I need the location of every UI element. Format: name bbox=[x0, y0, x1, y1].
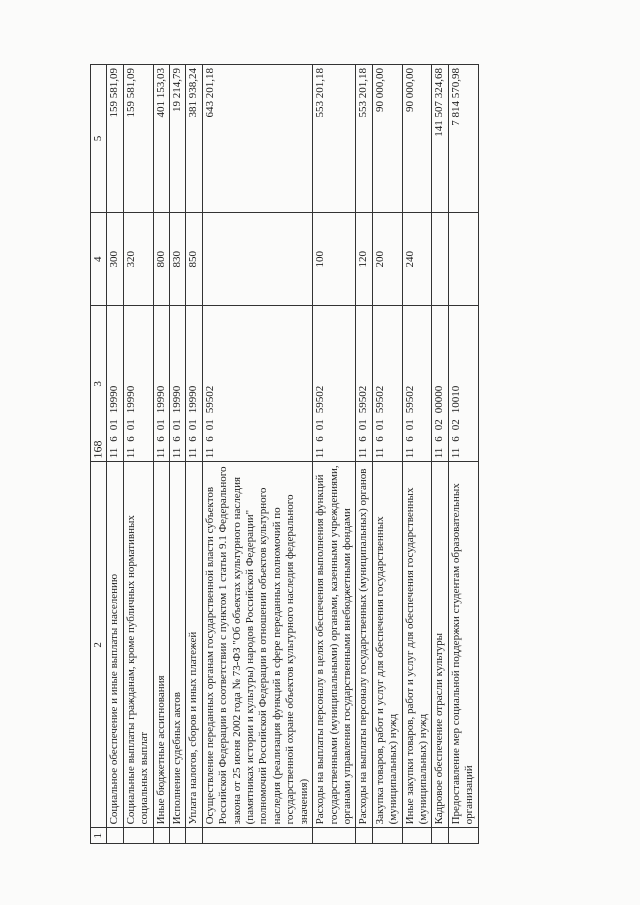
expense-type-cell: 240 bbox=[402, 213, 432, 306]
code-part: 19990 bbox=[171, 385, 184, 414]
amount-cell: 159 581,09 bbox=[123, 65, 153, 213]
code-part: 02 bbox=[433, 419, 446, 431]
row-number-cell bbox=[153, 828, 169, 844]
code-part: 19990 bbox=[187, 385, 200, 414]
code-part: 01 bbox=[108, 419, 121, 431]
code-cell bbox=[107, 306, 123, 462]
row-number-cell bbox=[432, 828, 448, 844]
code-part: 01 bbox=[357, 419, 370, 431]
header-cell-2: 2 bbox=[91, 462, 107, 828]
table-row bbox=[202, 65, 312, 844]
expense-type-cell: 300 bbox=[107, 213, 123, 306]
row-number-cell bbox=[402, 828, 432, 844]
code-part: 19990 bbox=[154, 385, 167, 414]
amount-cell: 381 938,24 bbox=[186, 65, 202, 213]
code-part: 6 bbox=[154, 436, 167, 442]
code-cell bbox=[202, 306, 312, 462]
amount-cell: 159 581,09 bbox=[107, 65, 123, 213]
header-cell-1: 1 bbox=[91, 828, 107, 844]
row-name-cell: Иные бюджетные ассигнования bbox=[153, 462, 169, 828]
code-part: 11 bbox=[187, 447, 200, 459]
code-cell bbox=[402, 306, 432, 462]
code-part: 01 bbox=[314, 419, 327, 431]
code-cell bbox=[123, 306, 153, 462]
row-number-cell bbox=[107, 828, 123, 844]
table-row bbox=[432, 65, 448, 844]
expense-type-cell: 320 bbox=[123, 213, 153, 306]
code-part: 6 bbox=[449, 436, 462, 442]
code-cell bbox=[372, 306, 402, 462]
header-row bbox=[91, 65, 107, 844]
code-part: 01 bbox=[373, 419, 386, 431]
row-name-cell: Уплата налогов, сборов и иных платежей bbox=[186, 462, 202, 828]
code-part: 01 bbox=[154, 419, 167, 431]
row-name-cell: Кадровое обеспечение отрасли культуры bbox=[432, 462, 448, 828]
expense-type-cell: 200 bbox=[372, 213, 402, 306]
expense-type-cell: 100 bbox=[313, 213, 356, 306]
code-part: 6 bbox=[433, 436, 446, 442]
code-part: 19990 bbox=[108, 385, 121, 414]
row-name-cell: Закупка товаров, работ и услуг для обеспечения государственных (муниципальных) нужд bbox=[372, 462, 402, 828]
code-part: 02 bbox=[449, 419, 462, 431]
row-number-cell bbox=[448, 828, 478, 844]
page-number: 168 bbox=[90, 440, 105, 459]
code-cell bbox=[448, 306, 478, 462]
row-number-cell bbox=[372, 828, 402, 844]
row-name-cell: Социальное обеспечение и иные выплаты населению bbox=[107, 462, 123, 828]
code-part: 10010 bbox=[449, 385, 462, 414]
table-row bbox=[448, 65, 478, 844]
header-cell-3: 3 bbox=[91, 306, 107, 462]
table-row bbox=[186, 65, 202, 844]
code-part: 6 bbox=[203, 436, 216, 442]
table-row bbox=[313, 65, 356, 844]
expense-type-cell bbox=[432, 213, 448, 306]
table-row bbox=[372, 65, 402, 844]
row-name-cell: Осуществление переданных органам государственной власти субъектов Российской Федерации в соответствии с пунктом 1 статьи 9.1 Федерального закона от 25 июня 2002 года № 73-ФЗ "Об объектах культурного наследия (памятниках истории и культуры) народов Российской Федерации" полномочий Российской Федерации в отношении объектов культурного наследия (реализация функций в сфере переданных полномочий по государственной охране объектов культурного наследия федерального значения) bbox=[202, 462, 312, 828]
table-row bbox=[356, 65, 372, 844]
code-part: 6 bbox=[108, 436, 121, 442]
code-cell bbox=[186, 306, 202, 462]
header-cell-4: 4 bbox=[91, 213, 107, 306]
amount-cell: 643 201,18 bbox=[202, 65, 312, 213]
code-part: 01 bbox=[403, 419, 416, 431]
code-part: 6 bbox=[403, 436, 416, 442]
code-part: 01 bbox=[124, 419, 137, 431]
code-cell bbox=[313, 306, 356, 462]
amount-cell: 553 201,18 bbox=[313, 65, 356, 213]
expense-type-cell bbox=[448, 213, 478, 306]
row-name-cell: Предоставление мер социальной поддержки студентам образовательных организаций bbox=[448, 462, 478, 828]
code-part: 59502 bbox=[403, 385, 416, 414]
code-part: 01 bbox=[171, 419, 184, 431]
row-number-cell bbox=[123, 828, 153, 844]
code-part: 19990 bbox=[124, 385, 137, 414]
code-part: 00000 bbox=[433, 385, 446, 414]
row-name-cell: Расходы на выплаты персоналу государственных (муниципальных) органов bbox=[356, 462, 372, 828]
code-part: 59502 bbox=[203, 385, 216, 414]
code-part: 11 bbox=[373, 447, 386, 459]
code-part: 6 bbox=[373, 436, 386, 442]
amount-cell: 90 000,00 bbox=[372, 65, 402, 213]
table-row bbox=[402, 65, 432, 844]
table-row bbox=[153, 65, 169, 844]
code-part: 11 bbox=[314, 447, 327, 459]
code-part: 59502 bbox=[357, 385, 370, 414]
table-row bbox=[170, 65, 186, 844]
amount-cell: 90 000,00 bbox=[402, 65, 432, 213]
code-cell bbox=[356, 306, 372, 462]
row-name-cell: Исполнение судебных актов bbox=[170, 462, 186, 828]
code-part: 11 bbox=[124, 447, 137, 459]
amount-cell: 553 201,18 bbox=[356, 65, 372, 213]
row-name-cell: Иные закупки товаров, работ и услуг для обеспечения государственных (муниципальных) нужд bbox=[402, 462, 432, 828]
row-name-cell: Социальные выплаты гражданам, кроме публичных нормативных социальных выплат bbox=[123, 462, 153, 828]
header-cell-5: 5 bbox=[91, 65, 107, 213]
expense-type-cell: 800 bbox=[153, 213, 169, 306]
code-part: 59502 bbox=[373, 385, 386, 414]
amount-cell: 401 153,03 bbox=[153, 65, 169, 213]
amount-cell: 19 214,79 bbox=[170, 65, 186, 213]
code-part: 01 bbox=[187, 419, 200, 431]
amount-cell: 141 507 324,68 bbox=[432, 65, 448, 213]
expense-type-cell bbox=[202, 213, 312, 306]
code-part: 11 bbox=[108, 447, 121, 459]
code-part: 01 bbox=[203, 419, 216, 431]
row-number-cell bbox=[313, 828, 356, 844]
code-part: 11 bbox=[203, 447, 216, 459]
code-part: 11 bbox=[154, 447, 167, 459]
code-part: 11 bbox=[403, 447, 416, 459]
row-name-cell: Расходы на выплаты персоналу в целях обеспечения выполнения функций государственными (муниципальными) органами, казенными учреждениями, органами управления государственными внебюджетными фондами bbox=[313, 462, 356, 828]
code-part: 6 bbox=[187, 436, 200, 442]
code-part: 59502 bbox=[314, 385, 327, 414]
row-number-cell bbox=[170, 828, 186, 844]
code-part: 11 bbox=[171, 447, 184, 459]
code-part: 11 bbox=[449, 447, 462, 459]
amount-cell: 7 814 570,98 bbox=[448, 65, 478, 213]
expense-type-cell: 830 bbox=[170, 213, 186, 306]
table-row bbox=[123, 65, 153, 844]
code-part: 11 bbox=[357, 447, 370, 459]
row-number-cell bbox=[186, 828, 202, 844]
rotated-table-area bbox=[90, 64, 560, 844]
code-part: 6 bbox=[124, 436, 137, 442]
code-part: 6 bbox=[357, 436, 370, 442]
expense-type-cell: 120 bbox=[356, 213, 372, 306]
table-row bbox=[107, 65, 123, 844]
code-part: 6 bbox=[314, 436, 327, 442]
code-cell bbox=[432, 306, 448, 462]
code-cell bbox=[153, 306, 169, 462]
row-number-cell bbox=[202, 828, 312, 844]
code-part: 11 bbox=[433, 447, 446, 459]
budget-table bbox=[90, 64, 479, 844]
row-number-cell bbox=[356, 828, 372, 844]
code-part: 6 bbox=[171, 436, 184, 442]
code-cell bbox=[170, 306, 186, 462]
expense-type-cell: 850 bbox=[186, 213, 202, 306]
